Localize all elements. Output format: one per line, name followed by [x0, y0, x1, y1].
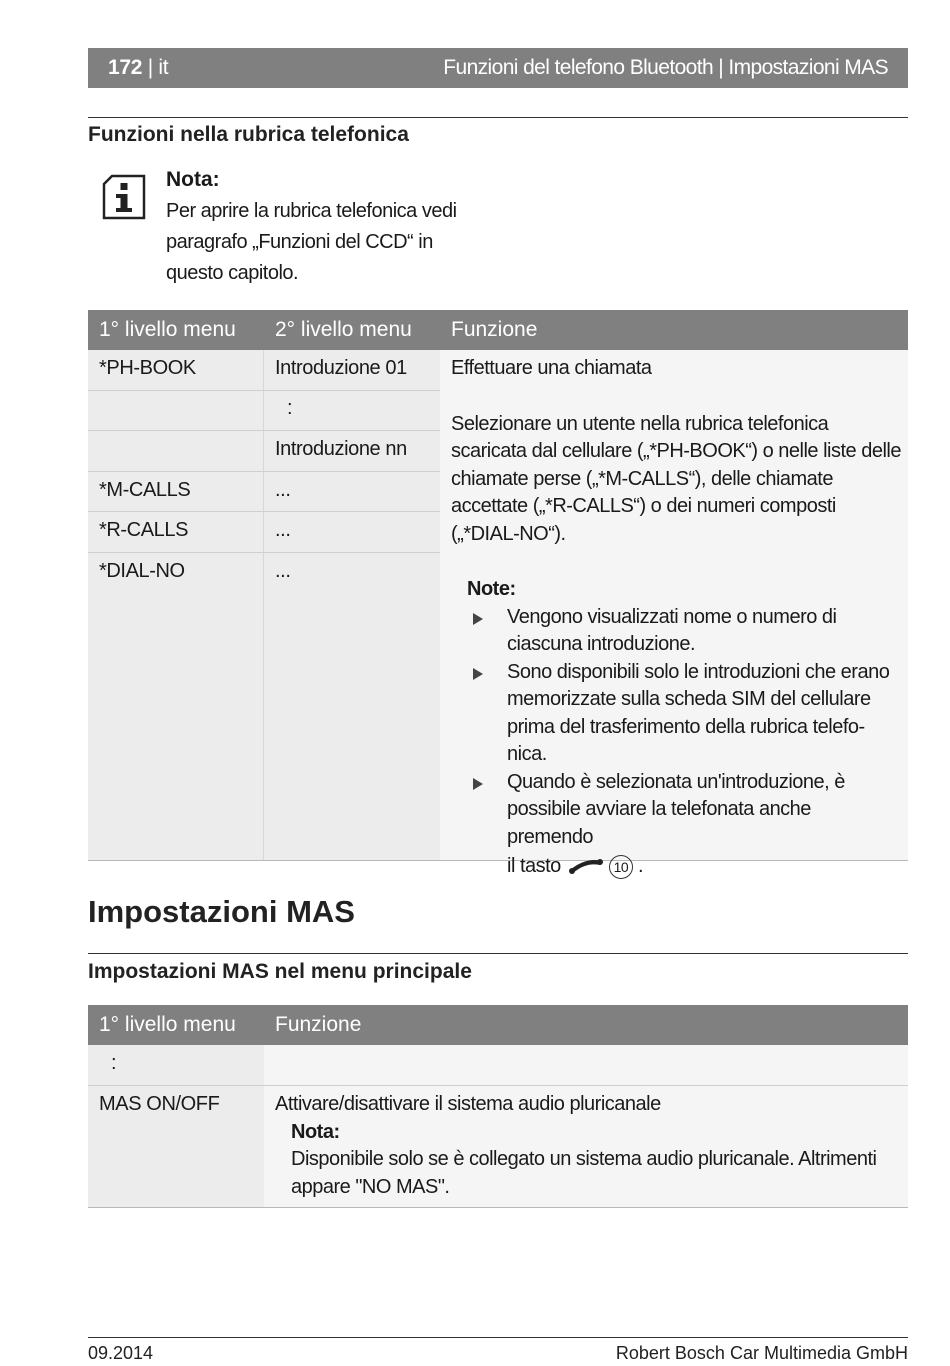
bullet-line-suffix: .	[638, 855, 644, 877]
function-line: Selezionare un utente nella rubrica telefonica	[451, 412, 829, 435]
notes-title: Note:	[467, 578, 516, 600]
bullet-line: Quando è selezionata un'introduzione, è	[507, 770, 845, 793]
function-line: scaricata dal cellulare („*PH-BOOK“) o nelle liste delle	[451, 440, 901, 462]
bullet-arrow-icon	[473, 778, 483, 790]
header-section-title: Funzioni del telefono Bluetooth | Impostazioni MAS	[443, 56, 888, 79]
note-line: appare "NO MAS".	[291, 1175, 450, 1198]
table-cell-menu2: Introduzione 01	[275, 357, 407, 379]
table-cell-menu1	[88, 390, 99, 397]
header-menu-level-1: 1° livello menu	[99, 318, 236, 341]
key-number-badge: 10	[609, 855, 633, 879]
bullet-arrow-icon	[473, 668, 483, 680]
bullet-line: memorizzate sulla scheda SIM del cellulare	[507, 688, 871, 710]
header-function: Funzione	[275, 1013, 362, 1036]
table-cell-menu1: *DIAL-NO	[99, 560, 185, 582]
note-bullet	[467, 659, 902, 769]
bullet-line-prefix: il tasto	[507, 855, 561, 877]
note-title: Nota:	[291, 1120, 340, 1143]
note-line: Disponibile solo se è collegato un sistema audio pluricanale. Altrimenti	[291, 1148, 877, 1170]
menu-columns-background	[88, 350, 440, 860]
header-left	[108, 48, 168, 88]
note-title: Nota:	[166, 168, 220, 191]
header-menu-level-1: 1° livello menu	[99, 1013, 236, 1036]
header-menu-level-2: 2° livello menu	[275, 318, 412, 341]
phone-handset-icon	[568, 855, 604, 875]
mas-table-header	[88, 1005, 908, 1045]
note-line: paragrafo „Funzioni del CCD“ in	[166, 231, 433, 253]
mas-title: Impostazioni MAS	[88, 894, 355, 929]
footer-company: Robert Bosch Car Multimedia GmbH	[615, 1343, 908, 1363]
phonebook-note	[166, 168, 476, 289]
column-divider	[263, 350, 264, 860]
header-function: Funzione	[451, 318, 538, 341]
table-bottom-border	[88, 1207, 908, 1208]
mas-subheading: Impostazioni MAS nel menu principale	[88, 960, 472, 983]
function-line: („*DIAL-NO“).	[451, 522, 566, 545]
bullet-line: ciascuna introduzione.	[507, 633, 696, 655]
table-cell-menu2: Introduzione nn	[275, 438, 407, 460]
page-header	[88, 48, 908, 88]
table-cell-menu2: ...	[275, 560, 291, 582]
table-cell-menu1: MAS ON/OFF	[99, 1093, 220, 1115]
header-separator: |	[147, 56, 153, 79]
table-cell-menu1: *PH-BOOK	[99, 357, 196, 379]
note-bullet	[467, 604, 902, 659]
bullet-line: Sono disponibili solo le introduzioni che erano	[507, 660, 890, 683]
bullet-last-line	[507, 853, 902, 881]
function-description	[451, 355, 901, 548]
row-divider	[88, 390, 440, 391]
bullet-line: prima del trasferimento della rubrica telefo-	[507, 715, 865, 738]
table-cell-menu2: :	[287, 397, 293, 419]
table-cell-menu2: ...	[275, 519, 291, 541]
bullet-line: possibile avviare la telefonata anche premendo	[507, 798, 811, 848]
note-line: Per aprire la rubrica telefonica vedi	[166, 200, 457, 222]
table-cell-menu1	[88, 431, 99, 438]
language-code: it	[158, 56, 169, 79]
section-divider	[88, 117, 908, 118]
function-line: accettate („*R-CALLS“) o dei numeri composti	[451, 495, 836, 517]
note-bullet	[467, 769, 902, 881]
note-text	[166, 196, 476, 289]
function-title: Effettuare una chiamata	[451, 357, 652, 379]
note-line: questo capitolo.	[166, 262, 299, 284]
function-line: chiamate perse („*M-CALLS“), delle chiamate	[451, 467, 833, 490]
footer-date: 09.2014	[88, 1343, 154, 1363]
table-cell-menu1: *R-CALLS	[99, 519, 189, 541]
table-cell-menu1: *M-CALLS	[99, 479, 191, 501]
phonebook-heading: Funzioni nella rubrica telefonica	[88, 123, 409, 146]
phonebook-table-header	[88, 310, 908, 350]
footer-rule	[88, 1337, 908, 1338]
mas-function-description	[275, 1091, 900, 1201]
function-line: Attivare/disattivare il sistema audio pluricanale	[275, 1093, 661, 1115]
bullet-arrow-icon	[473, 613, 483, 625]
section-divider	[88, 953, 908, 954]
function-notes	[467, 576, 902, 881]
info-icon	[102, 174, 146, 220]
table-cell-menu2: ...	[275, 479, 291, 501]
bullet-line: nica.	[507, 743, 547, 765]
bullet-line: Vengono visualizzati nome o numero di	[507, 605, 837, 628]
table-cell-menu1: :	[111, 1052, 117, 1074]
page-number: 172	[108, 56, 143, 79]
